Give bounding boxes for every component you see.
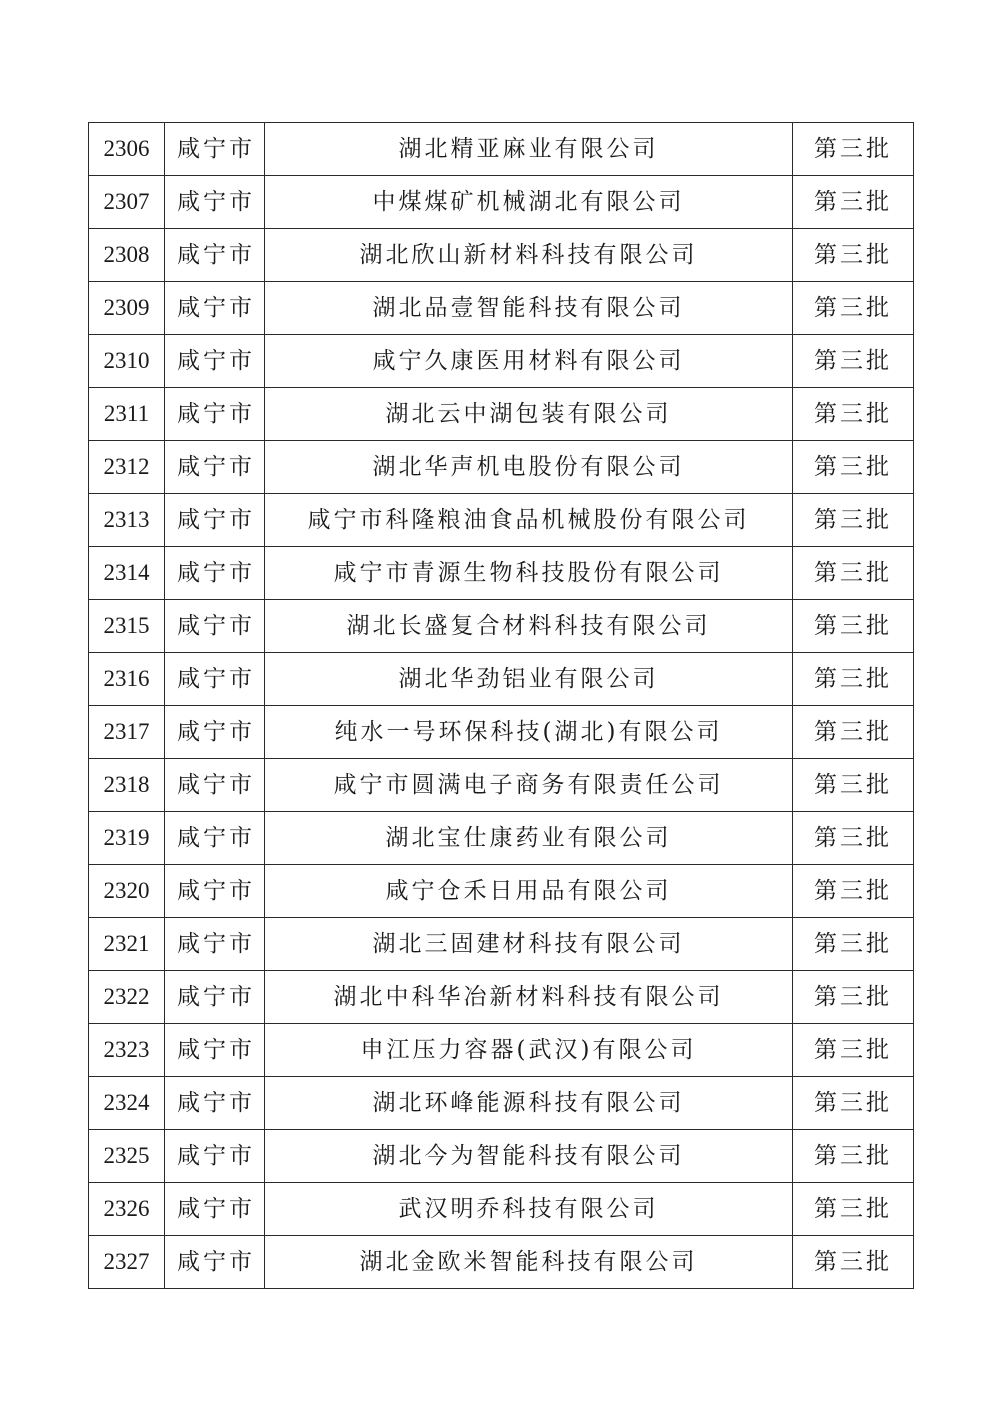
row-number-cell: 2316 (89, 653, 165, 706)
row-number-cell: 2306 (89, 123, 165, 176)
row-number-cell: 2314 (89, 547, 165, 600)
company-name-cell: 纯水一号环保科技(湖北)有限公司 (265, 706, 793, 759)
city-cell: 咸宁市 (165, 706, 265, 759)
city-cell: 咸宁市 (165, 918, 265, 971)
batch-cell: 第三批 (793, 1236, 914, 1289)
row-number-cell: 2326 (89, 1183, 165, 1236)
table-row (89, 1077, 914, 1130)
row-number-cell: 2315 (89, 600, 165, 653)
batch-cell: 第三批 (793, 1024, 914, 1077)
company-name-cell: 湖北今为智能科技有限公司 (265, 1130, 793, 1183)
company-name-cell: 湖北精亚麻业有限公司 (265, 123, 793, 176)
company-name-cell: 湖北长盛复合材料科技有限公司 (265, 600, 793, 653)
city-cell: 咸宁市 (165, 547, 265, 600)
batch-cell: 第三批 (793, 494, 914, 547)
row-number-cell: 2313 (89, 494, 165, 547)
row-number-cell: 2312 (89, 441, 165, 494)
batch-cell: 第三批 (793, 759, 914, 812)
batch-cell: 第三批 (793, 1130, 914, 1183)
company-list-table (88, 122, 914, 1289)
table-row (89, 759, 914, 812)
batch-cell: 第三批 (793, 176, 914, 229)
table-row (89, 176, 914, 229)
table-row (89, 388, 914, 441)
table-row (89, 812, 914, 865)
table-row (89, 229, 914, 282)
company-name-cell: 湖北中科华冶新材料科技有限公司 (265, 971, 793, 1024)
company-name-cell: 咸宁市圆满电子商务有限责任公司 (265, 759, 793, 812)
company-name-cell: 申江压力容器(武汉)有限公司 (265, 1024, 793, 1077)
table-row (89, 653, 914, 706)
batch-cell: 第三批 (793, 388, 914, 441)
table-row (89, 600, 914, 653)
company-name-cell: 武汉明乔科技有限公司 (265, 1183, 793, 1236)
batch-cell: 第三批 (793, 441, 914, 494)
table-row (89, 1236, 914, 1289)
row-number-cell: 2322 (89, 971, 165, 1024)
row-number-cell: 2319 (89, 812, 165, 865)
row-number-cell: 2324 (89, 1077, 165, 1130)
batch-cell: 第三批 (793, 918, 914, 971)
row-number-cell: 2321 (89, 918, 165, 971)
company-name-cell: 中煤煤矿机械湖北有限公司 (265, 176, 793, 229)
city-cell: 咸宁市 (165, 653, 265, 706)
company-name-cell: 湖北欣山新材料科技有限公司 (265, 229, 793, 282)
company-name-cell: 咸宁市科隆粮油食品机械股份有限公司 (265, 494, 793, 547)
row-number-cell: 2317 (89, 706, 165, 759)
row-number-cell: 2318 (89, 759, 165, 812)
city-cell: 咸宁市 (165, 123, 265, 176)
batch-cell: 第三批 (793, 229, 914, 282)
batch-cell: 第三批 (793, 812, 914, 865)
company-name-cell: 湖北宝仕康药业有限公司 (265, 812, 793, 865)
table-row (89, 494, 914, 547)
batch-cell: 第三批 (793, 653, 914, 706)
table-row (89, 865, 914, 918)
company-name-cell: 湖北云中湖包装有限公司 (265, 388, 793, 441)
city-cell: 咸宁市 (165, 1130, 265, 1183)
row-number-cell: 2309 (89, 282, 165, 335)
company-name-cell: 咸宁仓禾日用品有限公司 (265, 865, 793, 918)
batch-cell: 第三批 (793, 1077, 914, 1130)
row-number-cell: 2311 (89, 388, 165, 441)
table-row (89, 1024, 914, 1077)
company-name-cell: 咸宁久康医用材料有限公司 (265, 335, 793, 388)
city-cell: 咸宁市 (165, 388, 265, 441)
city-cell: 咸宁市 (165, 812, 265, 865)
table-row (89, 1183, 914, 1236)
city-cell: 咸宁市 (165, 494, 265, 547)
table-row (89, 441, 914, 494)
city-cell: 咸宁市 (165, 1183, 265, 1236)
company-name-cell: 湖北华声机电股份有限公司 (265, 441, 793, 494)
batch-cell: 第三批 (793, 123, 914, 176)
table-body (89, 123, 914, 1289)
table-row (89, 282, 914, 335)
row-number-cell: 2308 (89, 229, 165, 282)
table-row (89, 971, 914, 1024)
table-row (89, 1130, 914, 1183)
city-cell: 咸宁市 (165, 971, 265, 1024)
row-number-cell: 2310 (89, 335, 165, 388)
city-cell: 咸宁市 (165, 600, 265, 653)
row-number-cell: 2307 (89, 176, 165, 229)
batch-cell: 第三批 (793, 335, 914, 388)
company-name-cell: 湖北三固建材科技有限公司 (265, 918, 793, 971)
batch-cell: 第三批 (793, 547, 914, 600)
city-cell: 咸宁市 (165, 282, 265, 335)
table-row (89, 918, 914, 971)
row-number-cell: 2323 (89, 1024, 165, 1077)
company-name-cell: 湖北华劲铝业有限公司 (265, 653, 793, 706)
batch-cell: 第三批 (793, 1183, 914, 1236)
batch-cell: 第三批 (793, 971, 914, 1024)
city-cell: 咸宁市 (165, 176, 265, 229)
table-row (89, 547, 914, 600)
city-cell: 咸宁市 (165, 1236, 265, 1289)
table-row (89, 123, 914, 176)
city-cell: 咸宁市 (165, 335, 265, 388)
city-cell: 咸宁市 (165, 441, 265, 494)
row-number-cell: 2327 (89, 1236, 165, 1289)
city-cell: 咸宁市 (165, 865, 265, 918)
batch-cell: 第三批 (793, 600, 914, 653)
city-cell: 咸宁市 (165, 759, 265, 812)
company-name-cell: 湖北金欧米智能科技有限公司 (265, 1236, 793, 1289)
table-row (89, 335, 914, 388)
company-name-cell: 咸宁市青源生物科技股份有限公司 (265, 547, 793, 600)
row-number-cell: 2320 (89, 865, 165, 918)
batch-cell: 第三批 (793, 282, 914, 335)
batch-cell: 第三批 (793, 865, 914, 918)
company-name-cell: 湖北品壹智能科技有限公司 (265, 282, 793, 335)
table-row (89, 706, 914, 759)
row-number-cell: 2325 (89, 1130, 165, 1183)
batch-cell: 第三批 (793, 706, 914, 759)
city-cell: 咸宁市 (165, 1024, 265, 1077)
company-name-cell: 湖北环峰能源科技有限公司 (265, 1077, 793, 1130)
city-cell: 咸宁市 (165, 229, 265, 282)
city-cell: 咸宁市 (165, 1077, 265, 1130)
